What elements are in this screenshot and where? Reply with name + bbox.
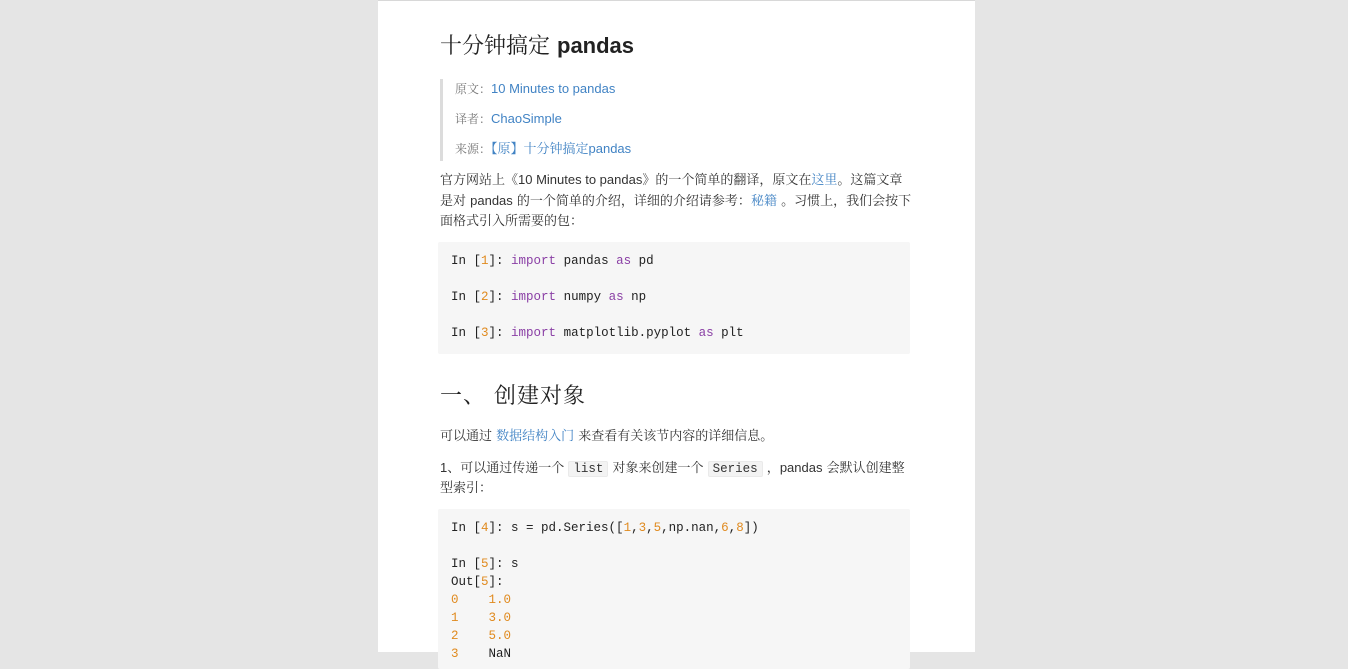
- document-page: [378, 0, 975, 661]
- output-row: 2 5.0: [451, 629, 512, 643]
- series-text-1: 、可以通过传递一个: [447, 461, 569, 476]
- section-intro-paragraph: [440, 427, 912, 447]
- inline-code-list: list: [568, 461, 608, 477]
- code-line: In [4]: s = pd.Series([1,3,5,np.nan,6,8]): [451, 521, 759, 535]
- code-blank-line: [451, 270, 897, 288]
- intro-text-5: 。习惯上，我们会按下面格式引入所需要的包：: [440, 194, 912, 229]
- series-step-number: 1: [440, 460, 448, 475]
- code-line: In [1]: import pandas as pd: [451, 254, 654, 268]
- meta-translator-key: 译者：: [455, 112, 492, 126]
- intro-text-2: 》的一个简单的翻译，原文在: [642, 173, 812, 188]
- intro-text-4: 的一个简单的介绍，详细的介绍请参考：: [512, 194, 751, 209]
- code-line: In [3]: import matplotlib.pyplot as plt: [451, 326, 744, 340]
- series-text-3: ，: [762, 461, 780, 476]
- series-text-latin: pandas: [779, 460, 823, 475]
- output-row: 0 1.0: [451, 593, 512, 607]
- intro-text-latin-1: 10 Minutes to pandas: [518, 172, 643, 187]
- code-blank-line: [451, 306, 897, 324]
- output-row: 3 NaN: [451, 647, 512, 661]
- section-intro-text-1: 可以通过: [440, 429, 497, 444]
- section-intro-text-2: 来查看有关该节内容的详细信息。: [574, 429, 774, 444]
- meta-original-key: 原文：: [455, 82, 492, 96]
- metadata-blockquote: [440, 79, 631, 161]
- meta-original-link[interactable]: 10 Minutes to pandas: [491, 81, 616, 96]
- intro-paragraph: [440, 170, 912, 232]
- code-line: Out[5]:: [451, 575, 504, 589]
- series-text-4: 会默认创建整型索引：: [440, 461, 905, 496]
- code-line: In [2]: import numpy as np: [451, 290, 647, 304]
- code-block-series: [438, 509, 910, 669]
- series-paragraph: [440, 458, 912, 499]
- meta-original: [455, 79, 631, 109]
- intro-text-3: 。这篇文章是对: [440, 173, 903, 209]
- page-title: [440, 29, 634, 60]
- series-text-2: 对象来创建一个: [608, 461, 708, 476]
- meta-translator-link[interactable]: ChaoSimple: [491, 111, 562, 126]
- meta-source-key: 来源：: [455, 142, 492, 156]
- code-block-imports: [438, 242, 910, 354]
- intro-link-here[interactable]: 这里: [811, 173, 838, 188]
- meta-source: [455, 139, 631, 169]
- code-blank-line: [451, 537, 897, 555]
- inline-code-series: Series: [708, 461, 763, 477]
- meta-source-link[interactable]: 【原】十分钟搞定pandas: [491, 141, 632, 156]
- intro-text-1: 官方网站上《: [440, 173, 519, 188]
- title-latin: pandas: [557, 33, 635, 58]
- intro-text-latin-2: pandas: [470, 193, 513, 208]
- output-row: 1 3.0: [451, 611, 512, 625]
- meta-translator: [455, 109, 631, 139]
- section-heading: 一、 创建对象: [440, 384, 586, 409]
- title-cn: 十分钟搞定: [440, 34, 557, 59]
- intro-link-cheats[interactable]: 秘籍: [750, 194, 777, 209]
- code-line: In [5]: s: [451, 557, 519, 571]
- data-structures-link[interactable]: 数据结构入门: [496, 429, 575, 444]
